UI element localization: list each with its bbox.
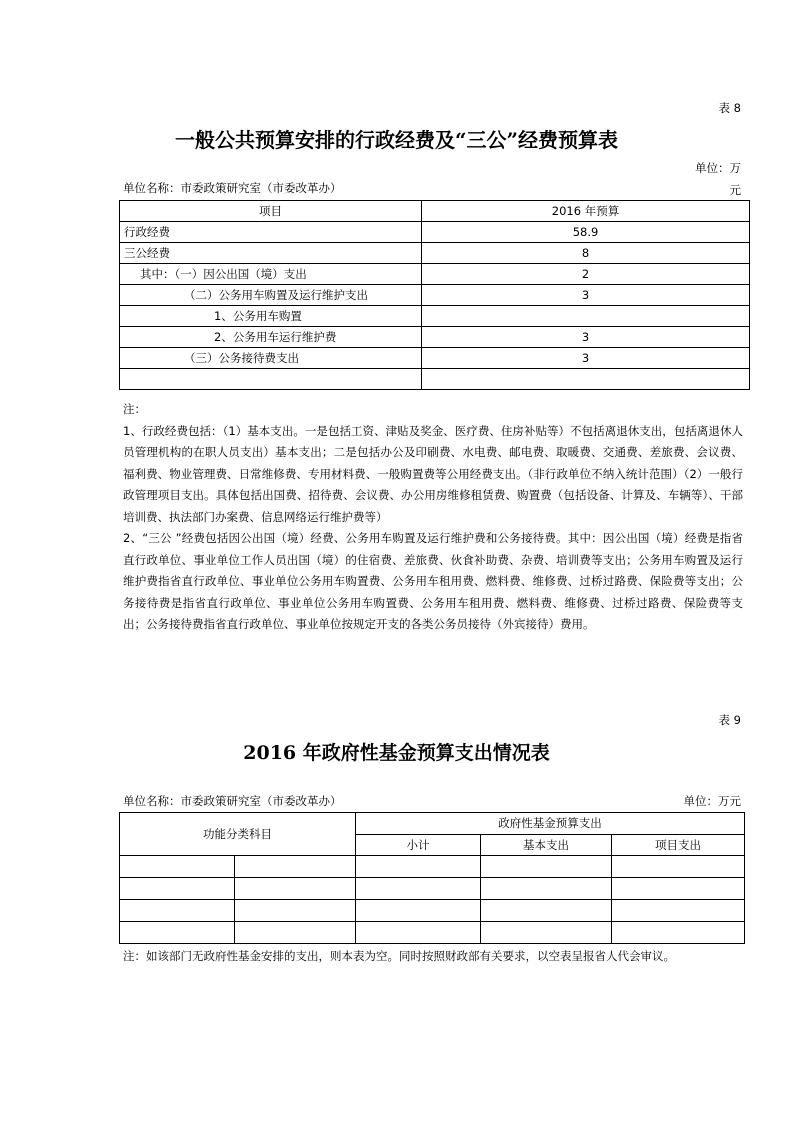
cell (120, 878, 235, 900)
header-item: 项目 (120, 201, 422, 222)
section-title: 2016 年政府性基金预算支出情况表 (243, 742, 550, 764)
header-basic-expenditure: 基本支出 (481, 834, 612, 856)
cell (481, 856, 612, 878)
gov-fund-table (119, 812, 745, 944)
header-project-expenditure: 项目支出 (612, 834, 745, 856)
cell (356, 878, 481, 900)
row-value: 3 (422, 348, 750, 369)
cell (235, 900, 356, 922)
table-row (120, 900, 745, 922)
org-name-9: 单位名称：市委政策研究室（市委改革办） (123, 794, 342, 808)
cell (481, 900, 612, 922)
table9-note: 注：如该部门无政府性基金安排的支出，则本表为空。同时按照财政部有关要求，以空表呈报省人代会审议。 (123, 949, 675, 963)
table-row (120, 327, 750, 348)
cell (612, 856, 745, 878)
cell (356, 900, 481, 922)
header-subtotal: 小计 (356, 834, 481, 856)
table-header-row (120, 201, 750, 222)
table-row (120, 348, 750, 369)
row-value: 58.9 (422, 222, 750, 243)
notes-heading: 注： (123, 402, 146, 416)
table-row (120, 306, 750, 327)
cell (120, 922, 235, 944)
note-paragraph: 2、“三公 ”经费包括因公出国（境）经费、公务用车购置及运行维护费和公务接待费。其中：因公出国（境）经费是指省直行政单位、事业单位工作人员出国（境）的住宿费、差旅费、伙食补助费、杂费、培训费等支出；公务用车购置及运行维护费指省直行政单位、事业单位公务用车购置费、公务用车租用费、燃料费、维修费、过桥过路费、保险费等支出；公务接待费是指省直行政单位、事业单位公务用车购置费、公务用车租用费、燃料费、维修费、过桥过路费、保险费等支出；公务接待费指省直行政单位、事业单位按规定开支的各类公务员接待（外宾接待）费用。 (123, 531, 743, 631)
table-number-9: 表 9 (718, 713, 741, 727)
cell (612, 922, 745, 944)
cell (235, 922, 356, 944)
cell (481, 878, 612, 900)
row-label: 1、公务用车购置 (120, 306, 422, 327)
row-label: 行政经费 (120, 222, 422, 243)
note-paragraph: 1、行政经费包括：（1）基本支出。一是包括工资、津贴及奖金、医疗费、住房补贴等）不包括离退休支出，包括离退休人员管理机构的在职人员支出）基本支出；二是包括办公及印刷费、水电费、邮电费、取暖费、交通费、差旅费、会议费、福利费、物业管理费、日常维修费、专用材料费、一般购置费等公用经费支出。（非行政单位不纳入统计范围）（2）一般行政管理项目支出。具体包括出国费、招待费、会议费、办公用房维修租赁费、购置费（包括设备、计算及、车辆等）、干部培训费、执法部门办案费、信息网络运行维护费等） (123, 423, 743, 524)
row-label: （三）公务接待费支出 (120, 348, 422, 369)
cell (612, 878, 745, 900)
page-title: 一般公共预算安排的行政经费及“三公”经费预算表 (174, 128, 618, 152)
cell (356, 922, 481, 944)
row-label: 其中：（一）因公出国（境）支出 (120, 264, 422, 285)
table-number-8: 表 8 (718, 101, 741, 115)
header-budget: 2016 年预算 (422, 201, 750, 222)
row-label: 2、公务用车运行维护费 (120, 327, 422, 348)
table-header-row (120, 813, 745, 835)
cell (235, 856, 356, 878)
row-value (422, 306, 750, 327)
table-row (120, 369, 750, 390)
org-name: 单位名称：市委政策研究室（市委改革办） (123, 181, 342, 195)
table-row (120, 922, 745, 944)
row-label: 三公经费 (120, 243, 422, 264)
row-value: 8 (422, 243, 750, 264)
row-value: 3 (422, 285, 750, 306)
cell (481, 922, 612, 944)
header-function-category: 功能分类科目 (120, 813, 356, 856)
row-value (422, 369, 750, 390)
unit-label: 单位：万 (695, 161, 741, 175)
table-row (120, 856, 745, 878)
cell (120, 856, 235, 878)
row-label: （二）公务用车购置及运行维护支出 (120, 285, 422, 306)
row-value: 3 (422, 327, 750, 348)
row-label (120, 369, 422, 390)
table-row (120, 222, 750, 243)
cell (356, 856, 481, 878)
table-row (120, 264, 750, 285)
admin-expense-table (119, 200, 750, 390)
unit-label-cont: 元 (729, 183, 741, 197)
row-value: 2 (422, 264, 750, 285)
header-fund-expenditure: 政府性基金预算支出 (356, 813, 745, 835)
table8-notes (123, 399, 743, 636)
cell (120, 900, 235, 922)
cell (612, 900, 745, 922)
table-row (120, 878, 745, 900)
unit-label-9: 单位：万元 (683, 794, 741, 808)
cell (235, 878, 356, 900)
table-row (120, 243, 750, 264)
table-row (120, 285, 750, 306)
